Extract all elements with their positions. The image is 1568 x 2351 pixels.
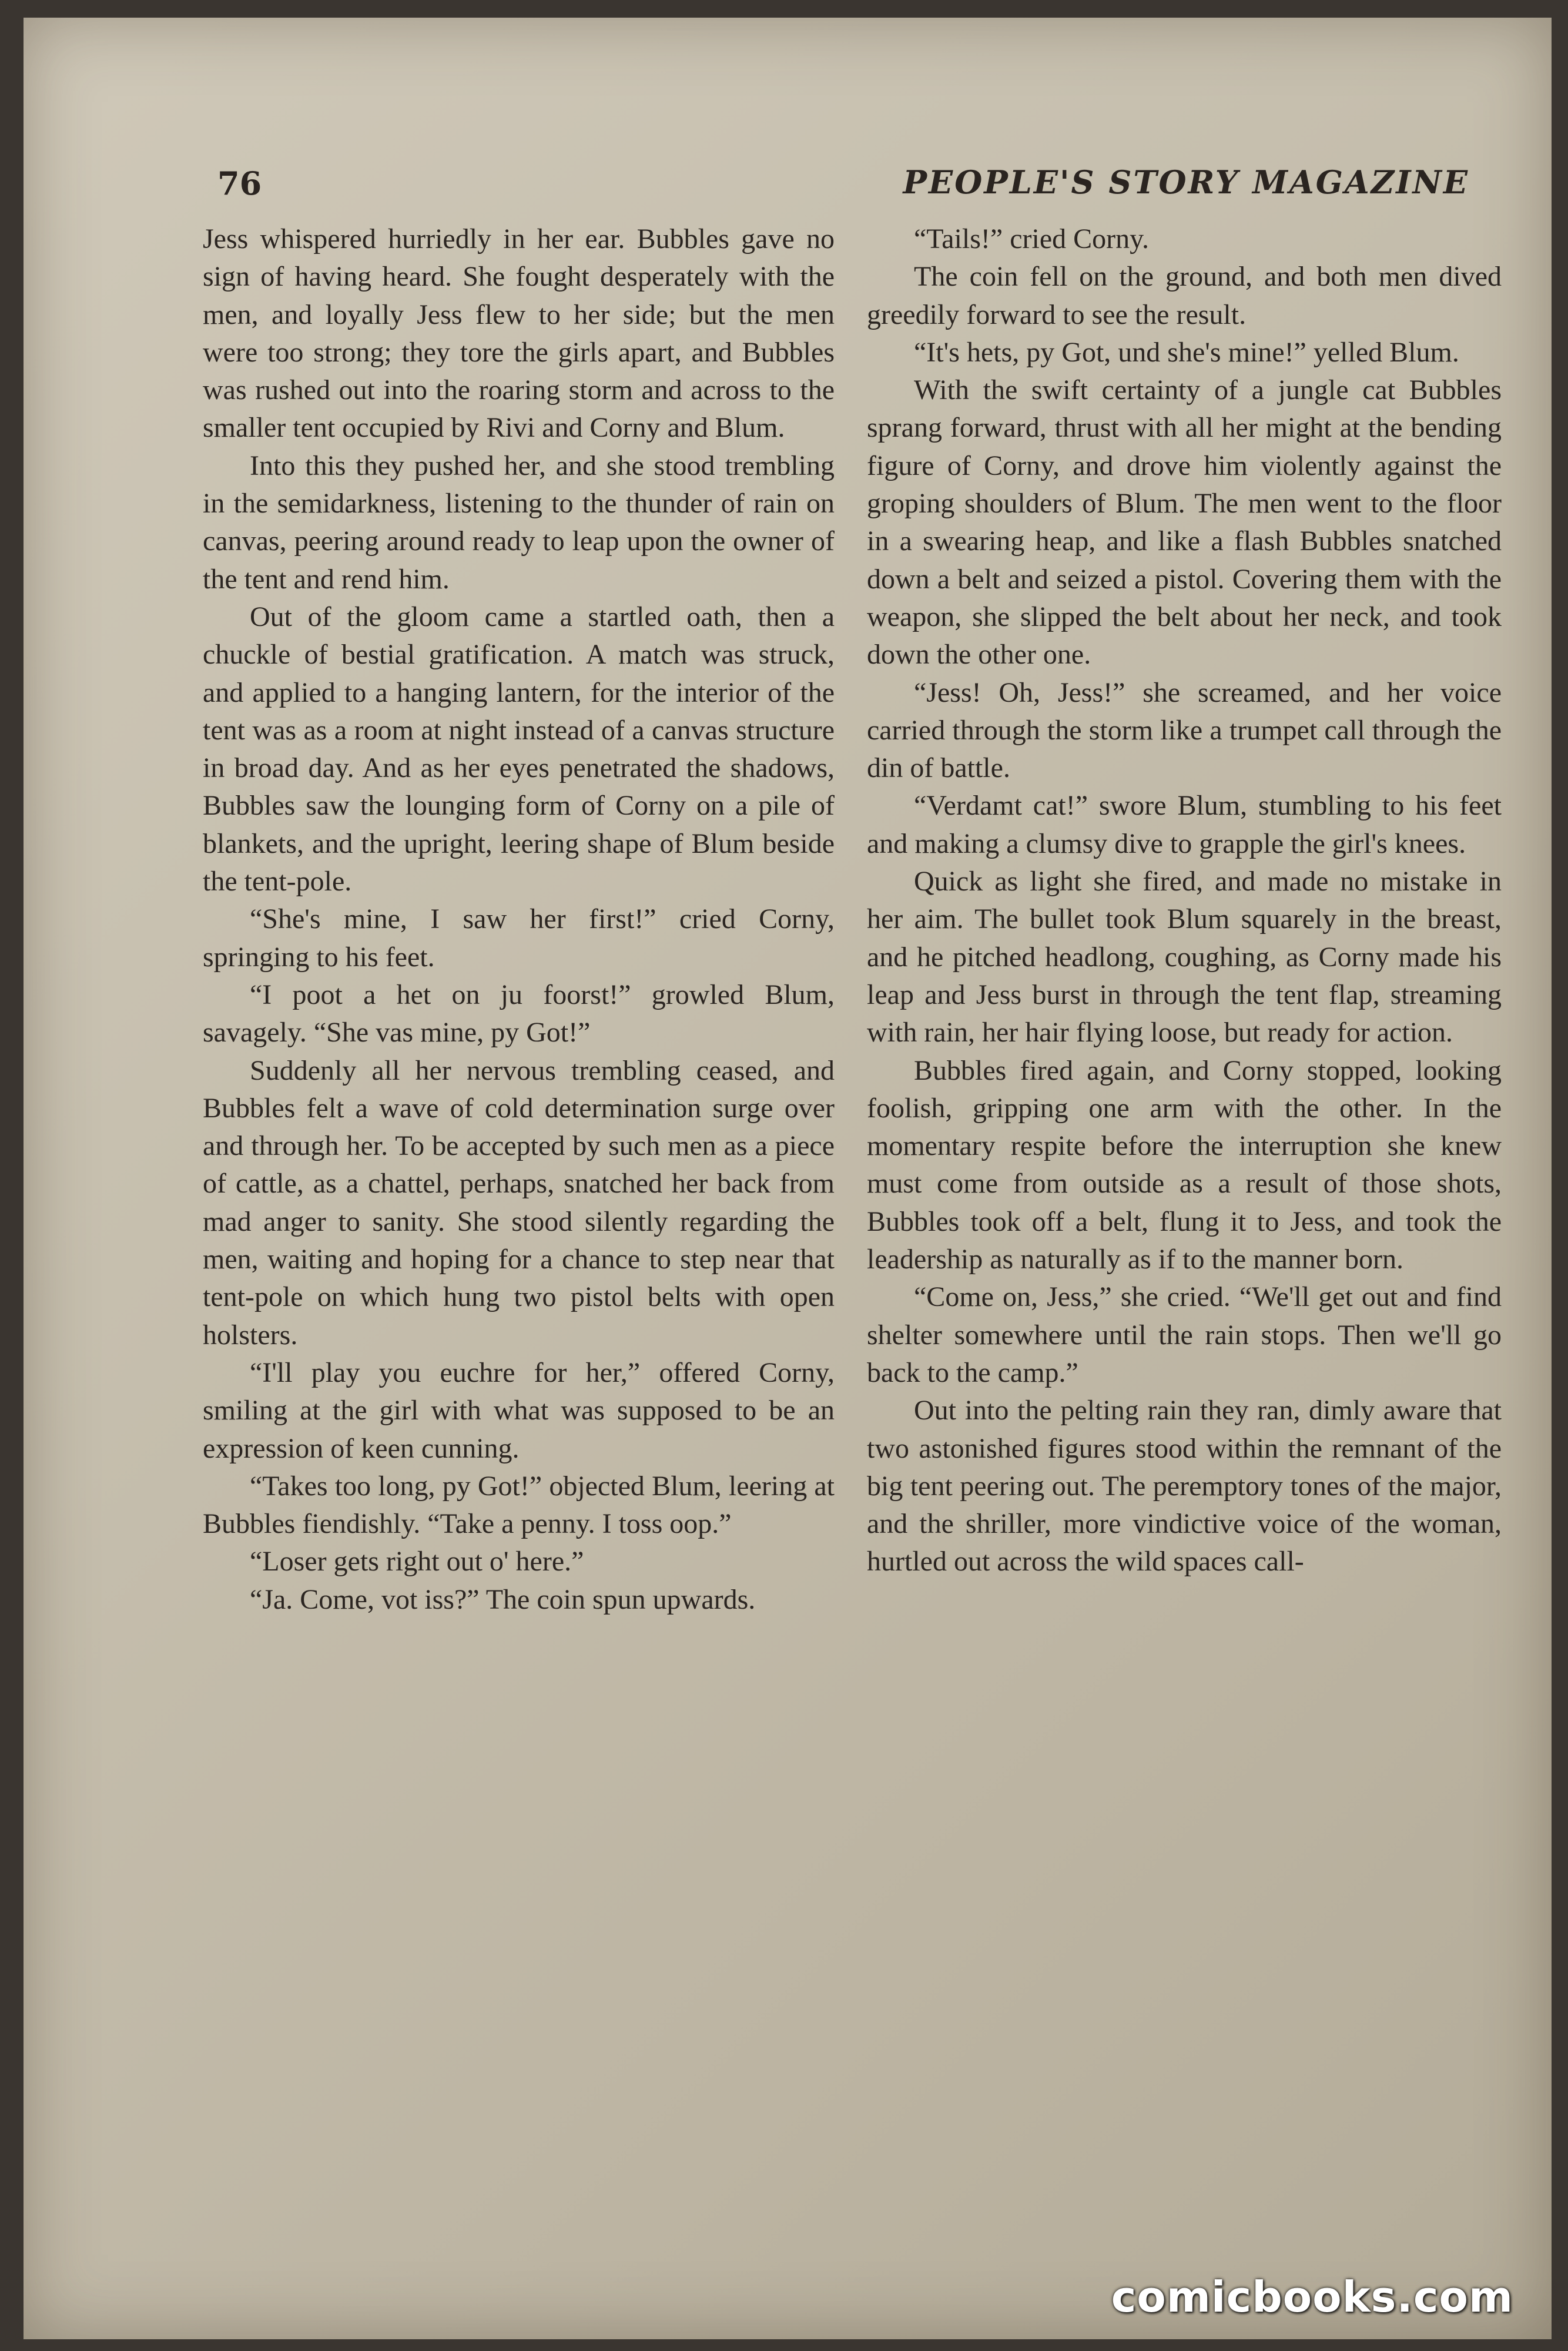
paragraph: “Jess! Oh, Jess!” she screamed, and her voice carried through the storm like a trumpet call through the din of battle. — [867, 677, 1502, 784]
paragraph: “I'll play you euchre for her,” offered Corny, smiling at the girl with what was supposed to be an expression of keen cunning. — [203, 1357, 835, 1464]
paragraph: The coin fell on the ground, and both men dived greedily forward to see the result. — [867, 261, 1502, 330]
paragraph: Into this they pushed her, and she stood trembling in the semidarkness, listening to the thunder of rain on canvas, peering around ready to leap upon the owner of the tent and rend him. — [203, 450, 835, 595]
left-column — [203, 220, 835, 2131]
paragraph: “Ja. Come, vot iss?” The coin spun upwards. — [250, 1583, 756, 1615]
paragraph: “Tails!” cried Corny. — [914, 223, 1150, 254]
paragraph: Bubbles fired again, and Corny stopped, looking foolish, gripping one arm with the other. In the momentary respite before the interruption she knew must come from outside as a result of those shots, Bubbles took off a belt, flung it to Jess, and took the leadership as naturally as if to the manner born. — [867, 1054, 1502, 1275]
paragraph: “Come on, Jess,” she cried. “We'll get out and find shelter somewhere until the rain stops. Then we'll go back to the camp.” — [867, 1281, 1502, 1388]
page-number: 76 — [217, 165, 262, 202]
magazine-page — [24, 18, 1552, 2339]
magazine-title: PEOPLE'S STORY MAGAZINE — [903, 163, 1469, 201]
paragraph: “It's hets, py Got, und she's mine!” yelled Blum. — [914, 336, 1459, 368]
site-watermark: comicbooks.com — [1111, 2272, 1513, 2322]
paragraph: “She's mine, I saw her first!” cried Corny, springing to his feet. — [203, 903, 835, 973]
paragraph: “I poot a het on ju foorst!” growled Blum, savagely. “She vas mine, py Got!” — [203, 979, 835, 1049]
paragraph: Jess whispered hurriedly in her ear. Bubbles gave no sign of having heard. She fought desperately with the men, and loyally Jess flew to her side; but the men were too strong; they tore the girls apart, and Bubbles was rushed out into the roaring storm and across to the smaller tent occupied by Rivi and Corny and Blum. — [203, 223, 835, 444]
paragraph: “Loser gets right out o' here.” — [250, 1546, 584, 1578]
paragraph: “Verdamt cat!” swore Blum, stumbling to his feet and making a clumsy dive to grapple the girl's knees. — [867, 790, 1502, 859]
paragraph: Suddenly all her nervous trembling ceased, and Bubbles felt a wave of cold determination surge over and through her. To be accepted by such men as a piece of cattle, as a chattel, perhaps, snatched her back from mad anger to sanity. She stood silently regarding the men, waiting and hoping for a chance to step near that tent-pole on which hung two pistol belts with open holsters. — [203, 1054, 835, 1351]
paragraph: Out into the pelting rain they ran, dimly aware that two astonished figures stood within the remnant of the big tent peering out. The peremptory tones of the major, and the shriller, more vindictive voice of the woman, hurtled out across the wild spaces call- — [867, 1395, 1502, 1578]
right-column — [867, 220, 1502, 2131]
paragraph: “Takes too long, py Got!” objected Blum, leering at Bubbles fiendishly. “Take a penny. I toss oop.” — [203, 1470, 835, 1540]
paragraph: Quick as light she fired, and made no mistake in her aim. The bullet took Blum squarely in the breast, and he pitched headlong, coughing, as Corny made his leap and Jess burst in through the tent flap, streaming with rain, her hair flying loose, but ready for action. — [867, 866, 1502, 1049]
paragraph: With the swift certainty of a jungle cat Bubbles sprang forward, thrust with all her might at the bending figure of Corny, and drove him violently against the groping shoulders of Blum. The men went to the floor in a swearing heap, and like a flash Bubbles snatched down a belt and seized a pistol. Covering them with the weapon, she slipped the belt about her neck, and took down the other one. — [867, 374, 1502, 671]
paragraph: Out of the gloom came a startled oath, then a chuckle of bestial gratification. A match was struck, and applied to a hanging lantern, for the interior of the tent was as a room at night instead of a canvas structure in broad day. And as her eyes penetrated the shadows, Bubbles saw the lounging form of Corny on a pile of blankets, and the upright, leering shape of Blum beside the tent-pole. — [203, 601, 835, 897]
